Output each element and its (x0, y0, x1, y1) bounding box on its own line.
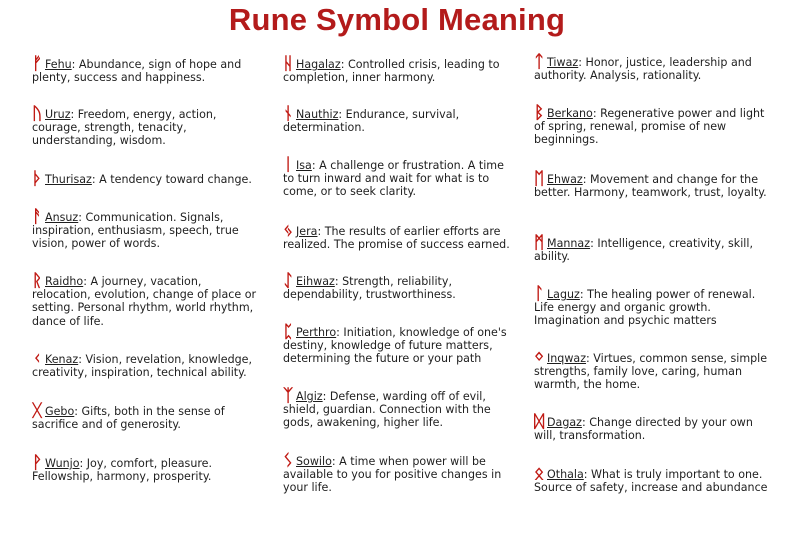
rune-link-dagaz[interactable]: Dagaz (547, 416, 583, 429)
rune-link-ehwaz[interactable]: Ehwaz (547, 173, 583, 186)
sowilo-rune-icon: ᛊ (283, 451, 294, 471)
rune-entry-ehwaz (534, 169, 774, 200)
rune-description: : A journey, vacation, relocation, evolution, change of place or setting. Personal rhythm, world rhythm, dance of life. (32, 275, 257, 328)
rune-description: : Controlled crisis, leading to completion, inner harmony. (283, 58, 500, 85)
rune-entry-thurisaz (32, 169, 262, 189)
rune-link-isa[interactable]: Isa (296, 159, 312, 172)
rune-description: : Virtues, common sense, simple strengths, family love, caring, human warmth, the home. (534, 352, 768, 392)
rune-description: : Initiation, knowledge of one's destiny, knowledge of future matters, determining the future or your path (283, 326, 507, 366)
rune-link-thurisaz[interactable]: Thurisaz (45, 173, 92, 186)
rune-link-mannaz[interactable]: Mannaz (547, 237, 591, 250)
rune-entry-algiz (283, 386, 513, 430)
rune-link-raidho[interactable]: Raidho (45, 275, 84, 288)
rune-link-jera[interactable]: Jera (296, 225, 318, 238)
rune-link-ansuz[interactable]: Ansuz (45, 211, 79, 224)
rune-entry-hagalaz (283, 54, 513, 85)
rune-entry-ansuz (32, 207, 262, 251)
rune-link-perthro[interactable]: Perthro (296, 326, 337, 339)
rune-description: : The healing power of renewal. Life energy and organic growth. Imagination and psychic matters (534, 288, 756, 328)
uruz-rune-icon: ᚢ (32, 104, 43, 124)
gebo-rune-icon: ᚷ (32, 401, 43, 421)
mannaz-rune-icon: ᛗ (534, 233, 545, 253)
dagaz-rune-icon: ᛞ (534, 412, 545, 432)
rune-link-othala[interactable]: Othala (547, 468, 584, 481)
rune-description: : Endurance, survival, determination. (283, 108, 460, 135)
eihwaz-rune-icon: ᛇ (283, 271, 294, 291)
rune-description: : The results of earlier efforts are realized. The promise of success earned. (283, 225, 510, 252)
rune-link-sowilo[interactable]: Sowilo (296, 455, 332, 468)
rune-entry-raidho (32, 271, 262, 328)
rune-description: : Change directed by your own will, transformation. (534, 416, 753, 443)
algiz-rune-icon: ᛉ (283, 386, 294, 406)
rune-description: : Honor, justice, leadership and authority. Analysis, rationality. (534, 56, 752, 83)
wunjo-rune-icon: ᚹ (32, 453, 43, 473)
laguz-rune-icon: ᛚ (534, 284, 545, 304)
rune-description: : A time when power will be available to you for positive changes in your life. (283, 455, 502, 495)
isa-rune-icon: ᛁ (283, 155, 294, 175)
rune-link-fehu[interactable]: Fehu (45, 58, 72, 71)
jera-rune-icon: ᛃ (283, 221, 294, 241)
rune-description: : Intelligence, creativity, skill, ability. (534, 237, 753, 264)
rune-description: : Defense, warding off of evil, shield, guardian. Connection with the gods, awakening, higher life. (283, 390, 491, 430)
ansuz-rune-icon: ᚨ (32, 207, 43, 227)
rune-entry-eihwaz (283, 271, 513, 302)
rune-entry-gebo (32, 401, 262, 432)
rune-description: : Abundance, sign of hope and plenty, success and happiness. (32, 58, 242, 85)
rune-entry-berkano (534, 103, 774, 147)
rune-entry-inqwaz (534, 348, 774, 392)
rune-description: : A tendency toward change. (91, 173, 252, 186)
berkano-rune-icon: ᛒ (534, 103, 545, 123)
rune-entry-uruz (32, 104, 262, 148)
rune-description: : A challenge or frustration. A time to turn inward and wait for what is to come, or to seek clarity. (283, 159, 504, 199)
rune-link-eihwaz[interactable]: Eihwaz (296, 275, 335, 288)
rune-link-inqwaz[interactable]: Inqwaz (547, 352, 587, 365)
rune-link-nauthiz[interactable]: Nauthiz (296, 108, 339, 121)
rune-link-wunjo[interactable]: Wunjo (45, 457, 80, 470)
rune-entry-othala (534, 464, 774, 495)
rune-link-berkano[interactable]: Berkano (547, 107, 593, 120)
rune-entry-dagaz (534, 412, 774, 443)
rune-link-tiwaz[interactable]: Tiwaz (547, 56, 579, 69)
rune-entry-laguz (534, 284, 774, 328)
tiwaz-rune-icon: ᛏ (534, 52, 545, 72)
hagalaz-rune-icon: ᚺ (283, 54, 294, 74)
rune-link-gebo[interactable]: Gebo (45, 405, 75, 418)
rune-description: : Gifts, both in the sense of sacrifice and of generosity. (32, 405, 225, 432)
inqwaz-rune-icon: ᛜ (534, 348, 545, 368)
thurisaz-rune-icon: ᚦ (32, 169, 43, 189)
rune-entry-mannaz (534, 233, 774, 264)
rune-description: : Freedom, energy, action, courage, strength, tenacity, understanding, wisdom. (32, 108, 217, 148)
rune-link-hagalaz[interactable]: Hagalaz (296, 58, 341, 71)
rune-entry-isa (283, 155, 513, 199)
raidho-rune-icon: ᚱ (32, 271, 43, 291)
rune-link-laguz[interactable]: Laguz (547, 288, 580, 301)
othala-rune-icon: ᛟ (534, 464, 545, 484)
rune-entry-jera (283, 221, 513, 252)
rune-description: : Movement and change for the better. Harmony, teamwork, trust, loyalty. (534, 173, 767, 200)
rune-entry-perthro (283, 322, 513, 366)
rune-description: : Regenerative power and light of spring, renewal, promise of new beginnings. (534, 107, 765, 147)
rune-link-algiz[interactable]: Algiz (296, 390, 323, 403)
kenaz-rune-icon: ᚲ (32, 349, 43, 369)
rune-description: : Vision, revelation, knowledge, creativity, inspiration, technical ability. (32, 353, 253, 380)
nauthiz-rune-icon: ᚾ (283, 104, 294, 124)
rune-link-uruz[interactable]: Uruz (45, 108, 71, 121)
rune-entry-fehu (32, 54, 262, 85)
rune-description: : Communication. Signals, inspiration, enthusiasm, speech, true vision, power of words. (32, 211, 239, 251)
rune-link-kenaz[interactable]: Kenaz (45, 353, 79, 366)
page-title: Rune Symbol Meaning (228, 2, 566, 37)
perthro-rune-icon: ᛈ (283, 322, 294, 342)
rune-description: : Strength, reliability, dependability, trustworthiness. (283, 275, 456, 302)
rune-entry-wunjo (32, 453, 262, 484)
rune-entry-tiwaz (534, 52, 774, 83)
rune-entry-sowilo (283, 451, 513, 495)
rune-entry-kenaz (32, 349, 262, 380)
ehwaz-rune-icon: ᛖ (534, 169, 545, 189)
rune-description: : What is truly important to one. Source of safety, increase and abundance (534, 468, 768, 495)
rune-entry-nauthiz (283, 104, 513, 135)
rune-description: : Joy, comfort, pleasure. Fellowship, harmony, prosperity. (32, 457, 213, 484)
fehu-rune-icon: ᚠ (32, 54, 43, 74)
